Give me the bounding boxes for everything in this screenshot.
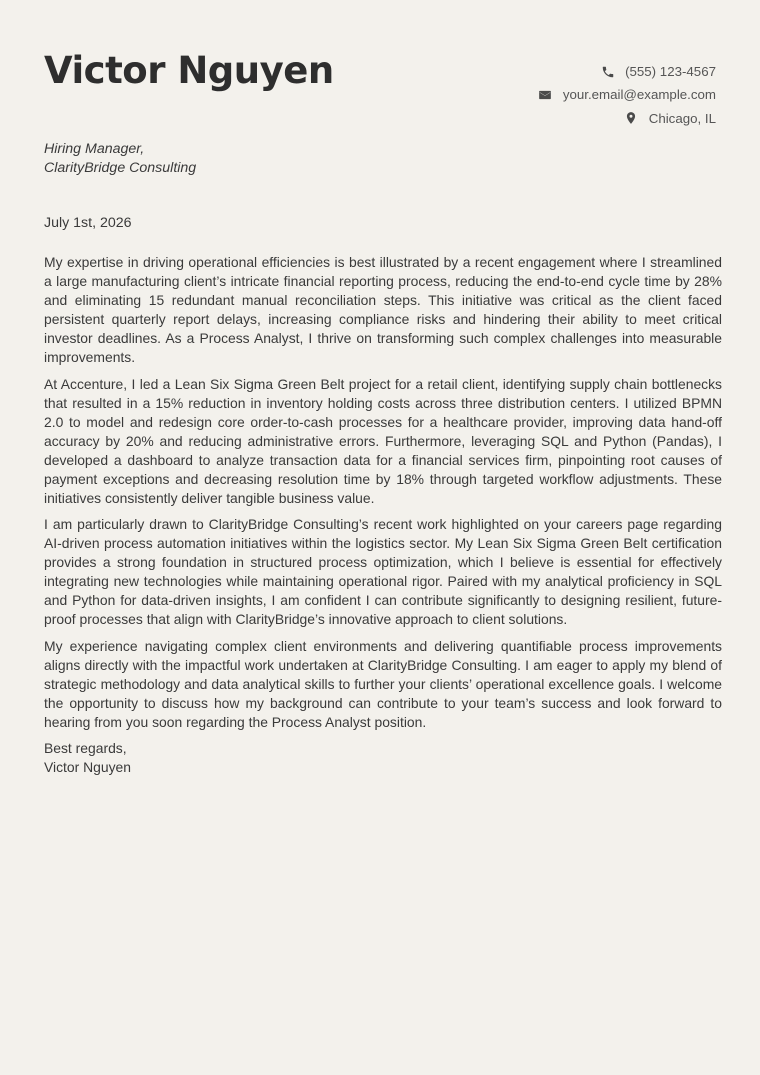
letter-date: July 1st, 2026 (44, 215, 132, 231)
body-paragraph: I am particularly drawn to ClarityBridge Consulting’s recent work highlighted on your careers page regarding AI-driven process automation initiatives within the logistics sector. My Lean Six Sigma Green Belt certification provides a strong foundation in structured process optimization, which I believe is essential for effectively integrating new technologies while maintaining operational rigor. Paired with my analytical proficiency in SQL and Python for data-driven insights, I am confident I can contribute significantly to designing resilient, future-proof processes that align with ClarityBridge’s innovative approach to client solutions. (44, 516, 722, 628)
contact-block (538, 60, 716, 130)
letter-body (44, 253, 722, 777)
body-paragraph: My expertise in driving operational efficiencies is best illustrated by a recent engagement where I streamlined a large manufacturing client’s intricate financial reporting process, reducing the end-to-end cycle time by 28% and eliminating 15 redundant manual reconciliation steps. This initiative was critical as the client faced persistent quarterly report delays, increasing compliance risks and hindering their ability to meet critical investor deadlines. As a Process Analyst, I thrive on transforming such complex challenges into measurable improvements. (44, 254, 722, 365)
email-text[interactable]: your.email@example.com (562, 87, 716, 103)
phone-text[interactable]: (555) 123-4567 (625, 64, 716, 80)
location-pin-icon (624, 111, 639, 126)
phone-icon (600, 64, 615, 79)
applicant-name: Victor Nguyen (44, 49, 334, 92)
contact-email (538, 83, 716, 106)
body-paragraph: My experience navigating complex client environments and delivering quantifiable process improvements aligns directly with the impactful work undertaken at ClarityBridge Consulting. I am eager to apply my blend of strategic methodology and data analytical skills to further your clients’ operational excellence goals. I welcome the opportunity to discuss how my background can contribute to your team’s success and look forward to hearing from you soon regarding the Process Analyst position. (44, 637, 722, 730)
signoff-block (44, 739, 722, 777)
recipient-block (44, 140, 196, 178)
signoff-closing: Best regards, (44, 740, 127, 757)
location-text: Chicago, IL (648, 110, 716, 126)
recipient-title: Hiring Manager, (44, 141, 145, 157)
contact-location (538, 107, 716, 130)
signoff-name: Victor Nguyen (44, 759, 131, 776)
mail-icon (538, 87, 553, 102)
recipient-company: ClarityBridge Consulting (44, 160, 197, 176)
contact-phone (538, 60, 716, 83)
body-paragraph: At Accenture, I led a Lean Six Sigma Green Belt project for a retail client, identifying supply chain bottlenecks that resulted in a 15% reduction in inventory holding costs across three distribution centers. I utilized BPMN 2.0 to model and redesign core order-to-cash processes for a healthcare provider, improving data hand-off accuracy by 20% and reducing administrative errors. Furthermore, leveraging SQL and Python (Pandas), I developed a dashboard to analyze transaction data for a financial services firm, pinpointing root causes of payment exceptions and decreasing resolution time by 18% through targeted workflow adjustments. These initiatives consistently deliver tangible business value. (44, 375, 722, 506)
